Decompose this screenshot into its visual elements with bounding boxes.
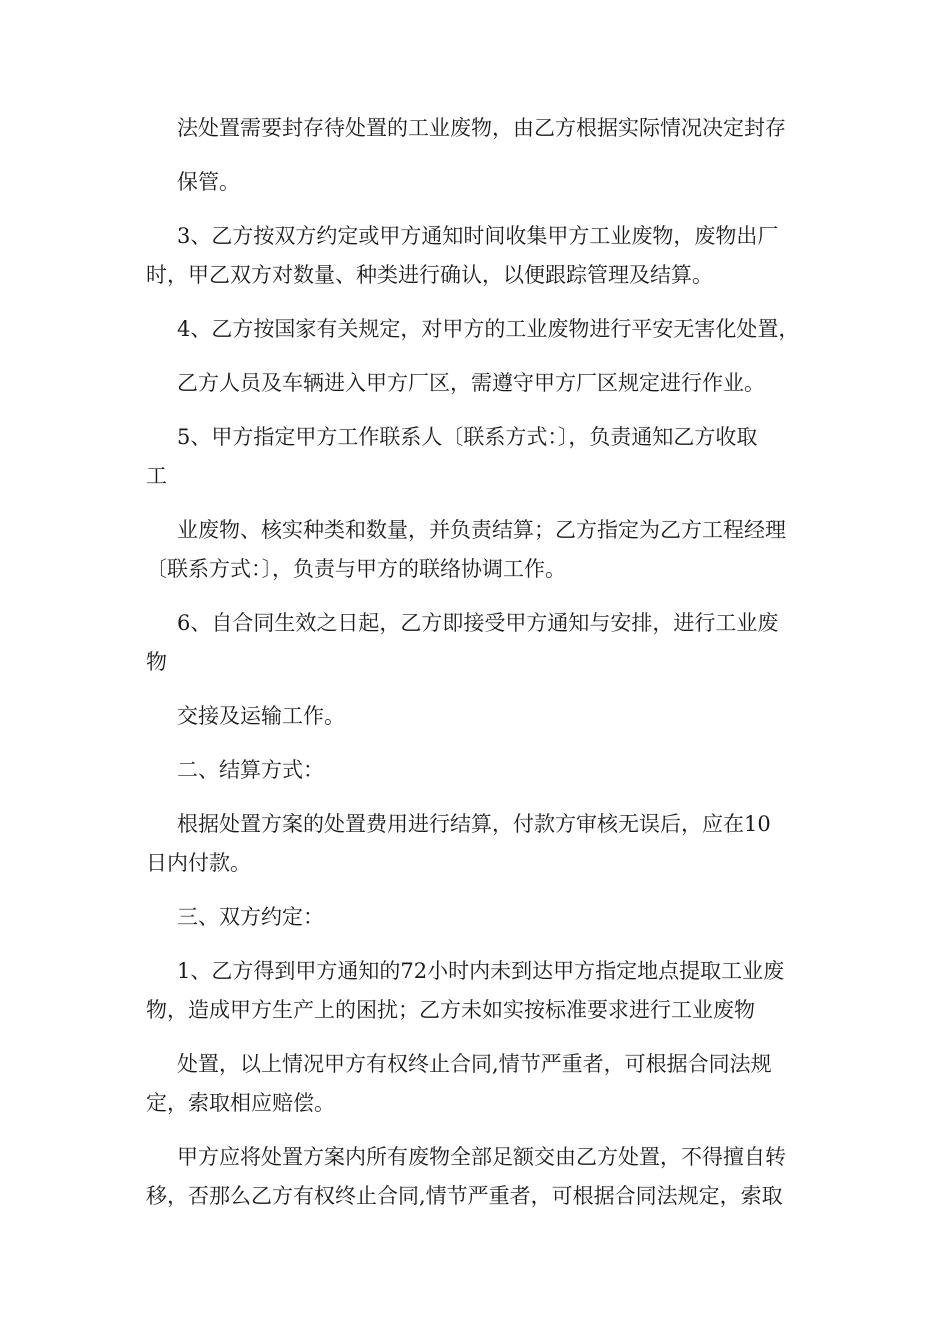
text-line: 1、乙方得到甲方通知的72小时内未到达甲方指定地点提取工业废 (177, 959, 785, 983)
text-line: 保管。 (177, 170, 240, 194)
text-line: 处置，以上情况甲方有权终止合同,情节严重者，可根据合同法规 (177, 1052, 772, 1076)
text-line: 时，甲乙双方对数量、种类进行确认，以便跟踪管理及结算。 (146, 263, 713, 287)
text-line: 根据处置方案的处置费用进行结算，付款方审核无误后，应在10 (177, 812, 771, 836)
text-line: 业废物、核实种类和数量，并负责结算；乙方指定为乙方工程经理 (177, 518, 786, 542)
text-line: 4、乙方按国家有关规定，对甲方的工业废物进行平安无害化处置， (177, 317, 800, 341)
text-line: 乙方人员及车辆进入甲方厂区，需遵守甲方厂区规定进行作业。 (177, 371, 765, 395)
text-line: 6、自合同生效之日起，乙方即接受甲方通知与安排，进行工业废 (177, 611, 779, 635)
text-line: 法处置需要封存待处置的工业废物，由乙方根据实际情况决定封存 (177, 116, 786, 140)
text-line: 工 (146, 464, 167, 488)
text-line: 物，造成甲方生产上的困扰；乙方未如实按标准要求进行工业废物 (146, 998, 755, 1022)
text-line: 5、甲方指定甲方工作联系人〔联系方式：〕，负责通知乙方收取 (177, 425, 758, 449)
text-line: 日内付款。 (146, 851, 251, 875)
text-line: 甲方应将处置方案内所有废物全部足额交由乙方处置，不得擅自转 (177, 1145, 786, 1169)
text-line: 3、乙方按双方约定或甲方通知时间收集甲方工业废物，废物出厂 (177, 224, 779, 248)
text-line: 定，索取相应赔偿。 (146, 1091, 335, 1115)
text-line: 移，否那么乙方有权终止合同,情节严重者，可根据合同法规定，索取 (146, 1184, 783, 1208)
section-heading: 二、结算方式： (177, 758, 324, 782)
text-line: 交接及运输工作。 (177, 704, 345, 728)
text-line: 物 (146, 650, 167, 674)
text-line: 〔联系方式：〕，负责与甲方的联络协调工作。 (146, 557, 566, 581)
section-heading: 三、双方约定： (177, 905, 324, 929)
